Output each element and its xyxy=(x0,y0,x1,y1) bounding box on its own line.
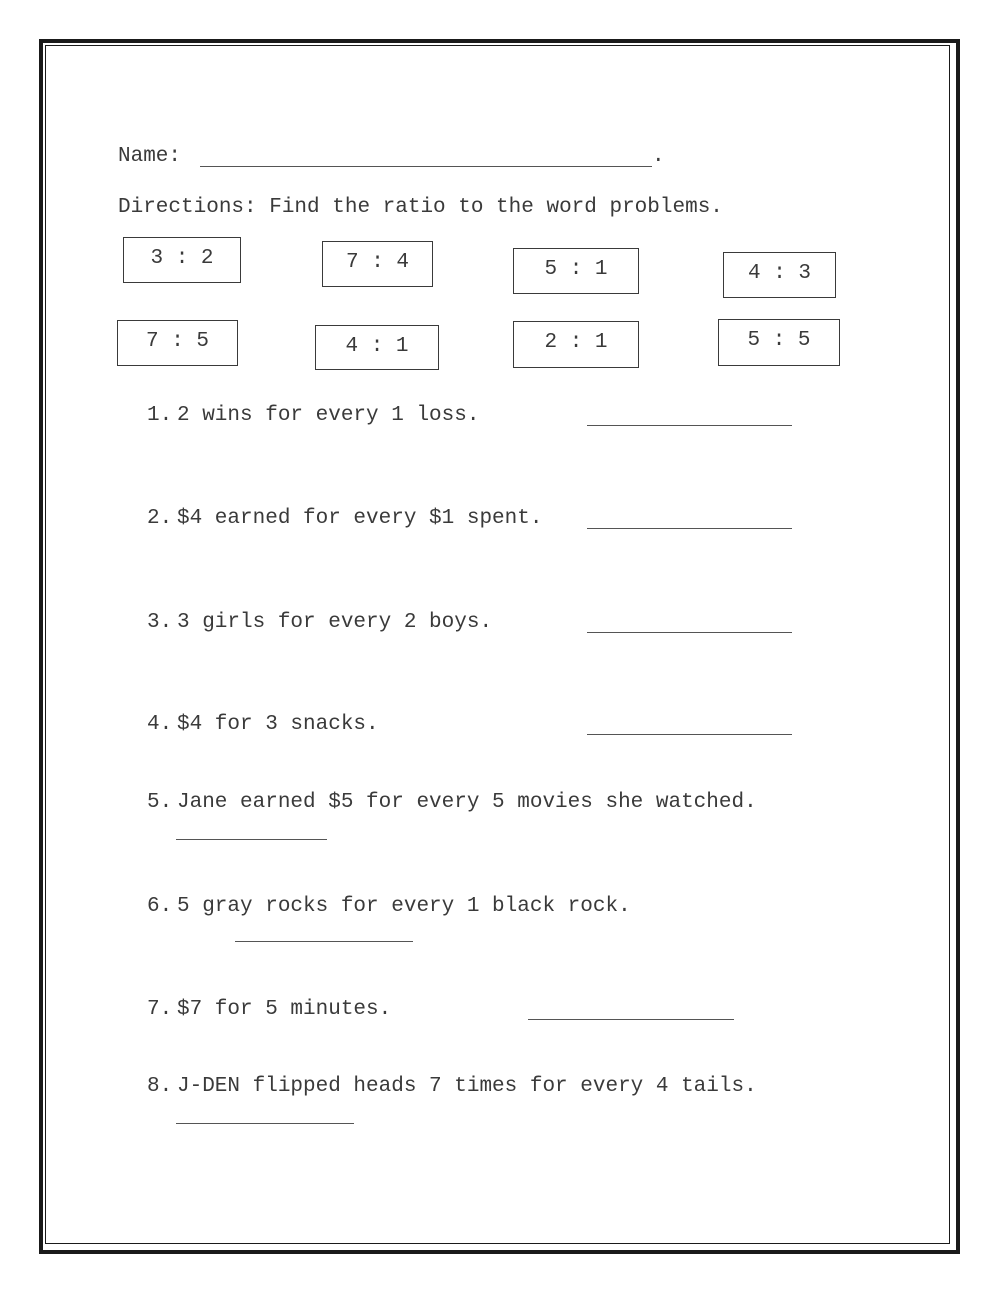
problem-1-text: 2 wins for every 1 loss. xyxy=(177,404,480,427)
problem-3-answer-line[interactable] xyxy=(587,632,792,633)
answer-choice-box[interactable]: 2 : 1 xyxy=(513,321,639,368)
problem-4-number: 4. xyxy=(147,713,173,736)
problem-7-answer-line[interactable] xyxy=(528,1019,734,1020)
directions-text: Directions: Find the ratio to the word problems. xyxy=(118,196,723,219)
problem-4-answer-line[interactable] xyxy=(587,734,792,735)
problem-7-text: $7 for 5 minutes. xyxy=(177,998,392,1021)
problem-3-text: 3 girls for every 2 boys. xyxy=(177,611,493,634)
problem-5-answer-line[interactable] xyxy=(176,839,327,840)
problem-8-number: 8. xyxy=(147,1075,173,1098)
problem-6-text: 5 gray rocks for every 1 black rock. xyxy=(177,895,631,918)
problem-7-number: 7. xyxy=(147,998,173,1021)
answer-choice-box[interactable]: 3 : 2 xyxy=(123,237,241,283)
problem-2-text: $4 earned for every $1 spent. xyxy=(177,507,543,530)
problem-4-text: $4 for 3 snacks. xyxy=(177,713,379,736)
problem-2-answer-line[interactable] xyxy=(587,528,792,529)
problem-5-text: Jane earned $5 for every 5 movies she watched. xyxy=(177,791,757,814)
name-answer-line[interactable] xyxy=(200,166,652,167)
problem-1-answer-line[interactable] xyxy=(587,425,792,426)
answer-choice-box[interactable]: 7 : 5 xyxy=(117,320,238,366)
problem-8-text: J-DEN flipped heads 7 times for every 4 tails. xyxy=(177,1075,757,1098)
problem-3-number: 3. xyxy=(147,611,173,634)
name-line-period: . xyxy=(652,145,665,168)
name-label: Name: xyxy=(118,145,182,168)
answer-choice-box[interactable]: 5 : 5 xyxy=(718,319,840,366)
problem-8-answer-line[interactable] xyxy=(176,1123,354,1124)
answer-choice-box[interactable]: 4 : 1 xyxy=(315,325,439,370)
answer-choice-box[interactable]: 5 : 1 xyxy=(513,248,639,294)
problem-6-number: 6. xyxy=(147,895,173,918)
answer-choice-box[interactable]: 7 : 4 xyxy=(322,241,433,287)
answer-choice-box[interactable]: 4 : 3 xyxy=(723,252,836,298)
problem-2-number: 2. xyxy=(147,507,173,530)
problem-1-number: 1. xyxy=(147,404,173,427)
problem-6-answer-line[interactable] xyxy=(235,941,413,942)
problem-5-number: 5. xyxy=(147,791,173,814)
page-border-inner xyxy=(45,45,950,1244)
